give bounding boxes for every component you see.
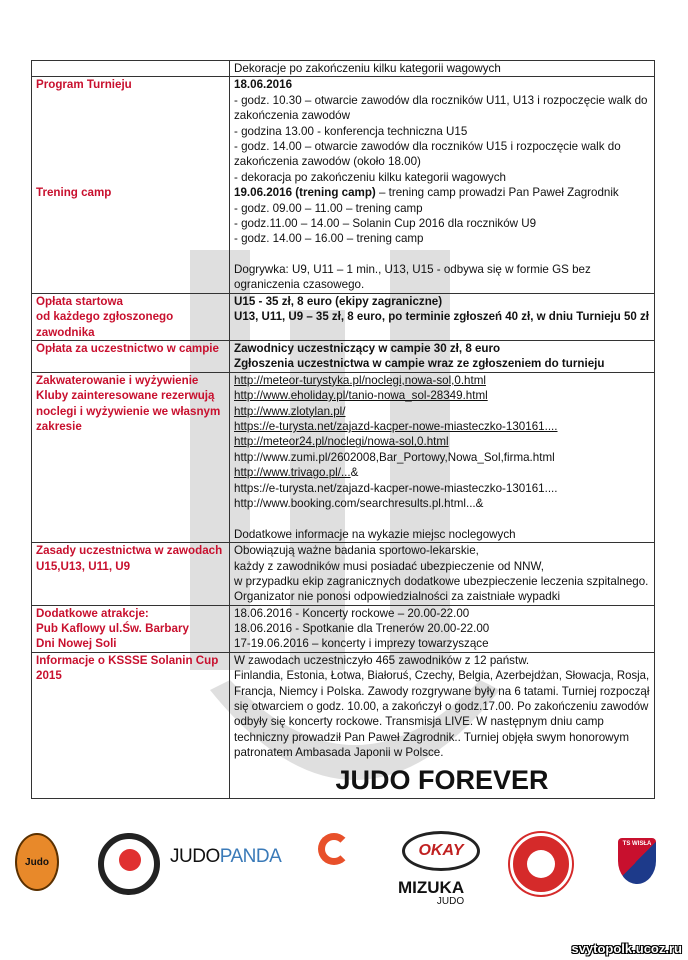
mizuka-judo-logo: MIZUKA JUDO — [398, 878, 465, 907]
line-text — [234, 309, 649, 324]
label-line-wrap — [36, 621, 225, 636]
label-line: noclegi i wyżywienie we własnym — [36, 404, 221, 418]
content-line — [234, 450, 650, 465]
line-text — [234, 341, 500, 356]
line-text — [234, 373, 486, 388]
line-text — [234, 699, 648, 714]
content-line — [234, 730, 650, 745]
line-text — [234, 77, 292, 92]
row-content — [230, 293, 655, 340]
text-line: odbyły się koncerty rockowe. Transmisja LIVE. W następnym dniu camp — [234, 715, 604, 729]
red-circle-club-logo — [510, 833, 572, 895]
text-line: - godz. 09.00 – 11.00 – trening camp — [234, 201, 423, 215]
line-text — [234, 574, 648, 589]
content-line — [234, 61, 650, 76]
row-content — [230, 652, 655, 798]
row-label — [32, 372, 230, 542]
table-row — [32, 77, 655, 293]
line-text — [234, 496, 483, 511]
content-line — [234, 388, 650, 403]
table-row — [32, 61, 655, 77]
judopanda-logo: JUDOPANDA — [170, 846, 282, 867]
text-line: Obowiązują ważne badania sportowo-lekarskie, — [234, 544, 479, 558]
line-text — [234, 434, 449, 449]
label-line: Opłata startowa — [36, 294, 123, 308]
phoenix-club-logo — [318, 833, 350, 865]
line-text — [234, 139, 621, 154]
label-line-wrap — [36, 325, 225, 340]
text-line: techniczny prowadził Pan Paweł Zagrodnik.. Turniej objęła swym honorowym — [234, 730, 630, 744]
label-line-wrap — [36, 77, 225, 92]
content-line — [234, 139, 650, 154]
content-line — [234, 714, 650, 729]
text-line: 18.06.2016 - Spotkanie dla Trenerów 20.00-22.00 — [234, 622, 490, 636]
text-line: Dodatkowe informacje na wykazie miejsc noclegowych — [234, 527, 516, 541]
line-text — [234, 481, 558, 496]
label-line-wrap — [36, 668, 225, 683]
text-line: 18.06.2016 - Koncerty rockowe – 20.00-22.00 — [234, 606, 470, 620]
content-line — [234, 154, 650, 169]
line-text — [234, 61, 501, 76]
text-line: - godz.11.00 – 14.00 – Solanin Cup 2016 dla roczników U9 — [234, 216, 537, 230]
line-text — [234, 684, 649, 699]
content-line — [234, 684, 650, 699]
text-line: zakończenia zawodów (około 18.00) — [234, 155, 421, 169]
text-line: W zawodach uczestniczyło 465 zawodników z 12 państw. — [234, 653, 530, 667]
line-text — [234, 527, 516, 542]
olimp-judo-logo: Judo — [15, 833, 59, 891]
text-line: w przypadku ekip zagranicznych dodatkowe ubezpieczenie leczenia szpitalnego. — [234, 574, 649, 588]
text-line: – trening camp prowadzi Pan Paweł Zagrodnik — [375, 186, 619, 200]
link[interactable]: https://e-turysta.net/zajazd-kacper-nowe-miasteczko-130161.... — [234, 419, 558, 433]
content-line — [234, 341, 650, 356]
text-line: U15 - 35 zł, 8 euro (ekipy zagraniczne) — [234, 294, 443, 308]
label-line-wrap — [36, 404, 225, 419]
line-text — [234, 277, 364, 292]
row-label — [32, 605, 230, 652]
content-line — [234, 465, 650, 480]
line-text — [234, 124, 467, 139]
text-line: Organizator nie ponosi odpowiedzialności za zaistniałe wypadki — [234, 590, 561, 604]
text-line: - godz. 10.30 – otwarcie zawodów dla roczników U11, U13 i rozpoczęcie walk do — [234, 93, 648, 107]
content-line — [234, 231, 650, 246]
text-line: https://e-turysta.net/zajazd-kacper-nowe-miasteczko-130161.... — [234, 481, 558, 495]
row-label — [32, 341, 230, 373]
line-text — [234, 606, 469, 621]
content-line — [234, 247, 650, 262]
label-line: Pub Kaflowy ul.Św. Barbary — [36, 622, 189, 636]
content-line — [234, 606, 650, 621]
line-text — [234, 170, 506, 185]
text-line: Francja, Niemcy i Polska. Zawody rozgrywane były na 6 tatami. Turniej rozpoczął — [234, 684, 650, 698]
label-line: Trening camp — [36, 186, 112, 200]
text-line: Dekoracje po zakończeniu kilku kategorii wagowych — [234, 62, 501, 75]
text-line: się otwarciem o godz. 10.00, a zakończył o godz.17.00. Po zakończeniu zawodów — [234, 700, 649, 714]
label-line-wrap — [36, 559, 225, 574]
okay-logo: OKAY — [402, 831, 480, 871]
content-line — [234, 294, 650, 309]
label-line: Dodatkowe atrakcje: — [36, 606, 149, 620]
label-line-wrap — [36, 636, 225, 651]
label-line-wrap — [36, 373, 225, 388]
label-line-wrap — [36, 606, 225, 621]
content-line — [234, 77, 650, 92]
content-line — [234, 543, 650, 558]
line-text — [234, 294, 442, 309]
text-line: 18.06.2016 — [234, 78, 293, 92]
line-text — [234, 589, 560, 604]
line-text — [234, 543, 479, 558]
tournament-info-table — [31, 60, 655, 799]
label-line: zakresie — [36, 419, 82, 433]
content-line — [234, 511, 650, 526]
label-line-wrap — [36, 341, 225, 356]
line-text — [234, 730, 629, 745]
uks-judo-logo — [98, 833, 160, 895]
label-line: Zakwaterowanie i wyżywienie — [36, 373, 199, 387]
label-line-wrap — [36, 653, 225, 668]
content-line — [234, 124, 650, 139]
text-line: zakończenia zawodów — [234, 109, 351, 123]
table-row — [32, 605, 655, 652]
row-content — [230, 77, 655, 293]
content-line — [234, 216, 650, 231]
text-line: - godz. 14.00 – otwarcie zawodów dla roczników U15 i rozpoczęcie walk do — [234, 139, 621, 153]
text-line: - godzina 13.00 - konferencja techniczna U15 — [234, 124, 468, 138]
content-line — [234, 636, 650, 651]
label-line: Dni Nowej Soli — [36, 637, 117, 651]
line-text — [234, 356, 604, 371]
link[interactable]: http://www.zlotylan.pl/ — [234, 404, 346, 418]
content-line — [234, 404, 650, 419]
content-line — [234, 170, 650, 185]
content-line — [234, 309, 650, 324]
label-line: zawodnika — [36, 325, 95, 339]
label-line-wrap — [36, 419, 225, 434]
label-line: Kluby zainteresowane rezerwują — [36, 389, 215, 403]
content-line — [234, 574, 650, 589]
content-line — [234, 373, 650, 388]
content-line — [234, 559, 650, 574]
table-row — [32, 341, 655, 373]
text-line: http://www.booking.com/searchresults.pl.html...& — [234, 496, 484, 510]
table-row — [32, 372, 655, 542]
line-text — [234, 621, 489, 636]
content-line — [234, 745, 650, 760]
content-line — [234, 419, 650, 434]
table-row — [32, 293, 655, 340]
line-text — [234, 108, 350, 123]
content-line — [234, 621, 650, 636]
content-line — [234, 185, 650, 200]
label-line-wrap — [36, 294, 225, 309]
content-line — [234, 699, 650, 714]
line-text — [234, 636, 489, 651]
text-line: każdy z zawodników musi posiadać ubezpieczenie od NNW, — [234, 559, 544, 573]
text-line: Finlandia, Estonia, Łotwa, Białoruś, Czechy, Belgia, Azerbejdżan, Słowacja, Rosja, — [234, 669, 650, 683]
content-line — [234, 108, 650, 123]
line-text — [234, 185, 619, 200]
label-line: Zasady uczestnictwa w zawodach — [36, 544, 223, 558]
row-label — [32, 293, 230, 340]
row-content — [230, 372, 655, 542]
line-text — [234, 262, 591, 277]
row-label — [32, 543, 230, 606]
text-line: ograniczenia czasowego. — [234, 278, 365, 292]
label-line-wrap — [36, 388, 225, 403]
row-label — [32, 652, 230, 798]
content-line — [234, 93, 650, 108]
link[interactable]: http://meteor-turystyka.pl/noclegi,nowa-sol,0.html — [234, 373, 486, 387]
text-line: http://www.zumi.pl/2602008,Bar_Portowy,Nowa_Sol,firma.html — [234, 450, 555, 464]
row-label — [32, 61, 230, 77]
label-line-wrap — [36, 543, 225, 558]
content-line — [234, 668, 650, 683]
wisla-logo: TS WISŁA — [618, 838, 656, 884]
line-text — [234, 450, 555, 465]
label-line: od każdego zgłoszonego — [36, 310, 174, 324]
content-line — [234, 277, 650, 292]
content-line — [234, 262, 650, 277]
content-line — [234, 653, 650, 668]
line-text — [234, 745, 443, 760]
table-row — [32, 652, 655, 798]
row-content — [230, 61, 655, 77]
text-line: - dekoracja po zakończeniu kilku kategorii wagowych — [234, 170, 506, 184]
label-line: U15,U13, U11, U9 — [36, 559, 131, 573]
line-text — [234, 465, 358, 480]
text-line: patronatem Ambasada Japonii w Polsce. — [234, 746, 444, 760]
text-line: U13, U11, U9 – 35 zł, 8 euro, po terminie zgłoszeń 40 zł, w dniu Turnieju 50 zł — [234, 310, 649, 324]
label-line: Program Turnieju — [36, 78, 132, 92]
link[interactable]: http://www.trivago.pl/... — [234, 466, 351, 480]
line-text — [234, 231, 424, 246]
row-content — [230, 341, 655, 373]
line-text — [234, 668, 649, 683]
link[interactable]: http://meteor24.pl/noclegi/nowa-sol,0.html — [234, 435, 449, 449]
content-line — [234, 496, 650, 511]
label-line-wrap — [36, 309, 225, 324]
content-line — [234, 201, 650, 216]
content-line — [234, 481, 650, 496]
label-line: Informacje o KSSSE Solanin Cup — [36, 653, 219, 667]
text-line: & — [350, 466, 359, 480]
line-text — [234, 388, 488, 403]
content-line — [234, 527, 650, 542]
label-line: 2015 — [36, 669, 62, 683]
text-line: 17-19.06.2016 – koncerty i imprezy towarzyszące — [234, 637, 489, 651]
slogan: JUDO FOREVER — [335, 764, 549, 795]
text-line: Zgłoszenia uczestnictwa w campie wraz ze zgłoszeniem do turnieju — [234, 357, 605, 371]
row-label — [32, 77, 230, 293]
table-row — [32, 543, 655, 606]
content-line — [234, 434, 650, 449]
link[interactable]: http://www.eholiday.pl/tanio-nowa_sol-28349.html — [234, 389, 488, 403]
row-content — [230, 543, 655, 606]
text-line: - godz. 14.00 – 16.00 – trening camp — [234, 232, 424, 246]
text-line: Dogrywka: U9, U11 – 1 min., U13, U15 - odbywa się w formie GS bez — [234, 263, 591, 277]
line-text — [234, 419, 558, 434]
row-content — [230, 605, 655, 652]
line-text — [234, 559, 544, 574]
text-line: Zawodnicy uczestniczący w campie 30 zł, 8 euro — [234, 342, 501, 356]
content-line — [234, 356, 650, 371]
line-text — [234, 93, 648, 108]
label-line-wrap — [36, 185, 225, 200]
watermark-url: svytopolk.ucoz.ru — [571, 941, 682, 956]
line-text — [234, 154, 421, 169]
line-text — [234, 714, 604, 729]
line-text — [234, 216, 536, 231]
sponsor-logos — [0, 828, 688, 908]
text-line: 19.06.2016 (trening camp) — [234, 186, 376, 200]
line-text — [234, 653, 529, 668]
line-text — [234, 404, 345, 419]
line-text — [234, 201, 423, 216]
label-line: Opłata za uczestnictwo w campie — [36, 342, 219, 356]
content-line — [234, 589, 650, 604]
